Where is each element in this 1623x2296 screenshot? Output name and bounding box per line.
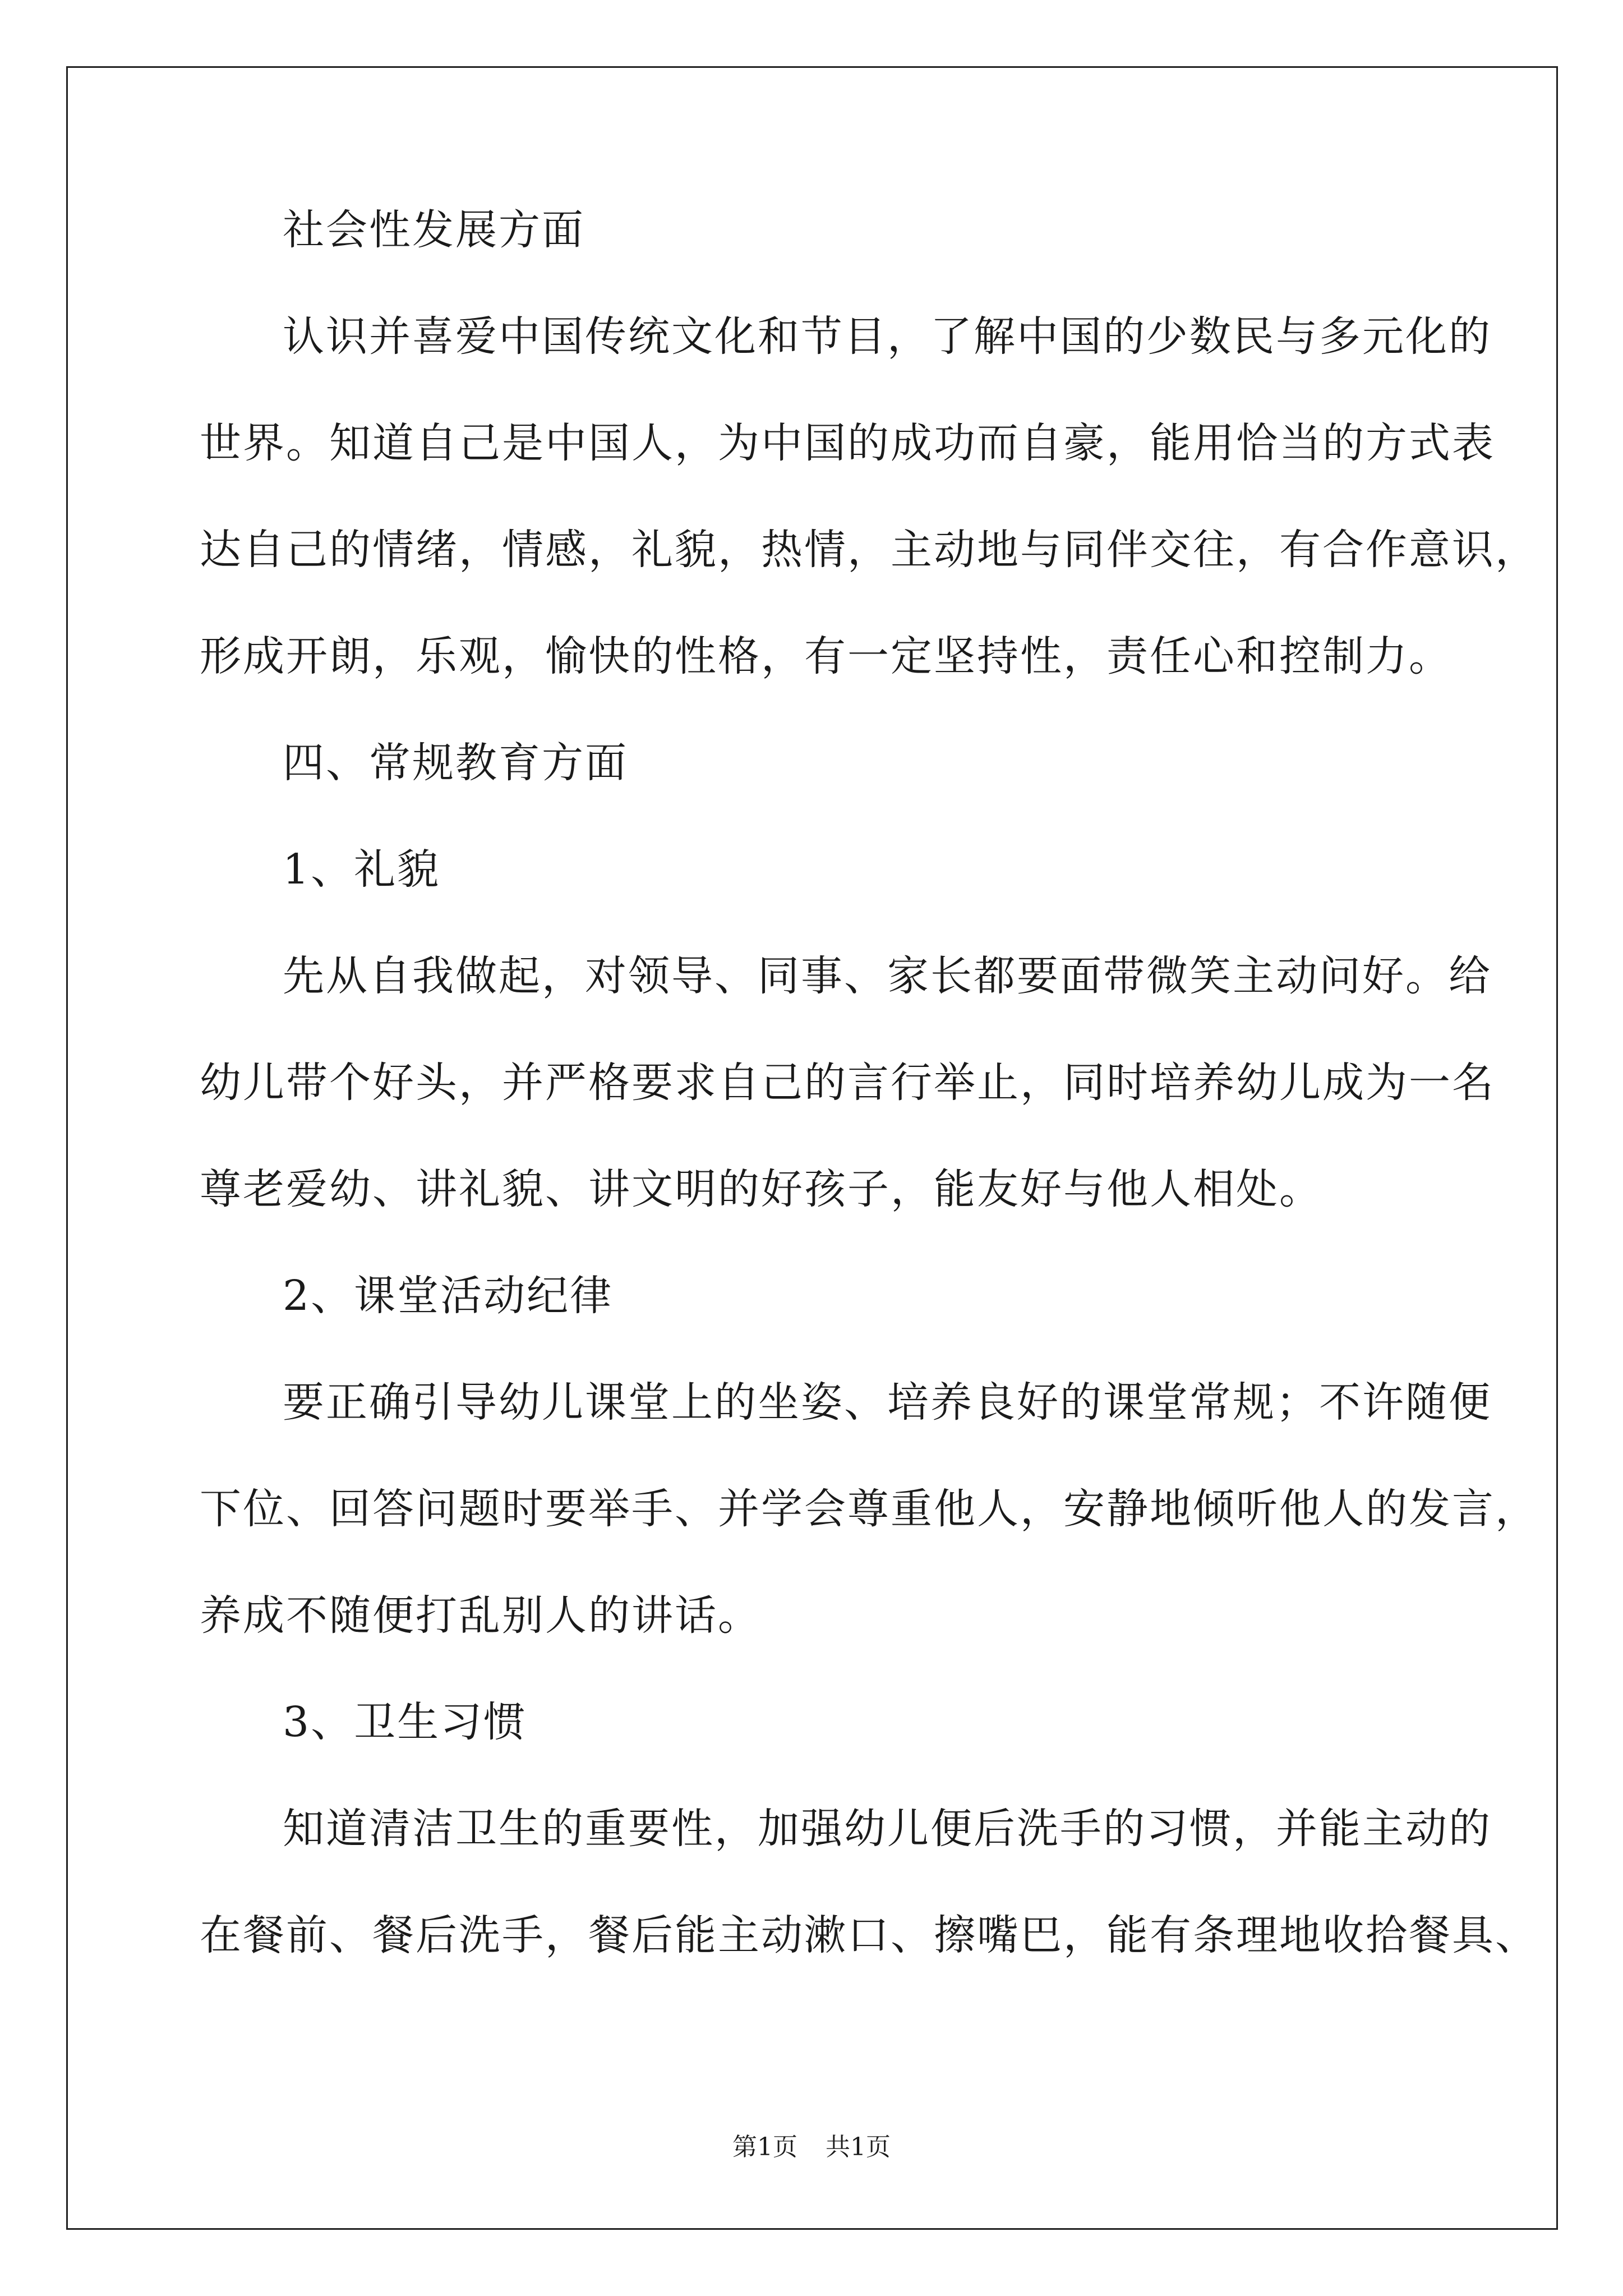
- paragraph-line: 尊老爱幼、讲礼貌、讲文明的好孩子，能友好与他人相处。: [200, 1165, 1322, 1213]
- page-number-current: 第1页: [732, 2133, 797, 2161]
- subheading-hygiene-habits: 3、卫生习惯: [283, 1698, 527, 1746]
- paragraph-line: 在餐前、餐后洗手，餐后能主动漱口、擦嘴巴，能有条理地收拾餐具、: [200, 1911, 1538, 1959]
- paragraph-line: 世界。知道自己是中国人，为中国的成功而自豪，能用恰当的方式表: [200, 419, 1495, 467]
- paragraph-line: 知道清洁卫生的重要性，加强幼儿便后洗手的习惯，并能主动的: [283, 1805, 1492, 1853]
- paragraph-line: 要正确引导幼儿课堂上的坐姿、培养良好的课堂常规；不许随便: [283, 1378, 1492, 1427]
- heading-social-development: 社会性发展方面: [283, 206, 585, 254]
- subheading-classroom-discipline: 2、课堂活动纪律: [283, 1272, 614, 1320]
- paragraph-line: 下位、回答问题时要举手、并学会尊重他人，安静地倾听他人的发言，: [200, 1485, 1538, 1533]
- paragraph-line: 达自己的情绪，情感，礼貌，热情，主动地与同伴交往，有合作意识，: [200, 526, 1538, 574]
- heading-routine-education: 四、常规教育方面: [283, 739, 628, 787]
- paragraph-line: 幼儿带个好头，并严格要求自己的言行举止，同时培养幼儿成为一名: [200, 1059, 1495, 1107]
- page-number-total: 共1页: [826, 2133, 891, 2161]
- paragraph-line: 养成不随便打乱别人的讲话。: [200, 1591, 761, 1640]
- paragraph-line: 先从自我做起，对领导、同事、家长都要面带微笑主动问好。给: [283, 952, 1492, 1000]
- page-frame: [66, 66, 1558, 2230]
- subheading-courtesy: 1、礼貌: [283, 845, 441, 894]
- paragraph-line: 认识并喜爱中国传统文化和节目，了解中国的少数民与多元化的: [283, 312, 1492, 361]
- page-footer: [0, 2131, 1623, 2164]
- paragraph-line: 形成开朗，乐观，愉快的性格，有一定坚持性，责任心和控制力。: [200, 632, 1452, 680]
